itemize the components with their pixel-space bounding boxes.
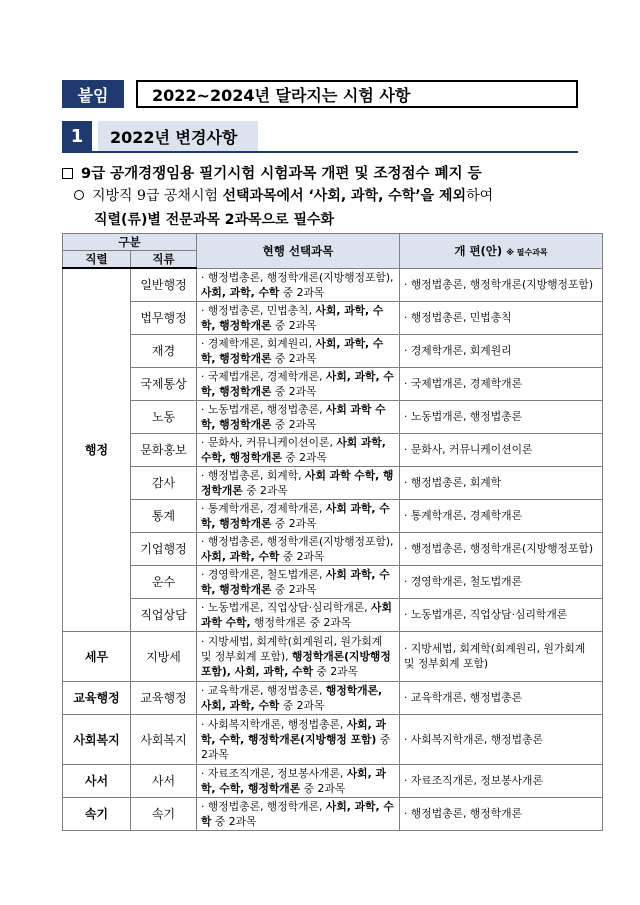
current-cur-c: 중 2과목 [312,664,358,678]
current-cur-b: 사회 과학, 수학, 행정학개론 [201,567,390,596]
cell-job: 운수 [131,565,197,598]
bullet-detail-line2: 직렬(류)별 전문과목 2과목으로 필수화 [94,212,335,228]
cell-revised-subjects: · 문화사, 커뮤니케이션이론 [400,433,603,466]
cell-job: 직업상담 [131,598,197,631]
current-cur-b: 사회, 과학, 수학, 행정학개론 [201,336,384,365]
cell-current-subjects [197,433,400,466]
cell-category: 교육행정 [63,681,131,714]
square-bullet-icon [62,168,73,179]
table-row [63,301,603,334]
cell-revised-subjects: · 국제법개론, 경제학개론 [400,367,603,400]
cell-revised-subjects: · 지방세법, 회계학(회계원리, 원가회계 및 정부회계 포함) [400,631,603,681]
cell-revised-subjects: · 행정법총론, 민법총칙 [400,301,603,334]
section-divider [62,151,578,153]
header-jiknyeol: 직렬 [63,251,131,269]
cell-revised-subjects: · 통계학개론, 경제학개론 [400,499,603,532]
header-jikryu: 직류 [131,251,197,269]
cell-job: 지방세 [131,631,197,681]
current-cur-a: · 행정법총론, 민법총칙, [201,303,316,317]
cell-revised-subjects: · 행정법총론, 행정학개론 [400,797,603,830]
table-row [63,268,603,301]
cell-revised-subjects: · 행정법총론, 행정학개론(지방행정포함) [400,532,603,565]
cell-current-subjects [197,400,400,433]
circle-bullet-icon [74,190,84,200]
cell-job: 국제통상 [131,367,197,400]
cell-job: 통계 [131,499,197,532]
table-row [63,367,603,400]
header-group: 구분 [63,234,197,251]
table-row [63,681,603,714]
current-cur-a: · 교육학개론, 행정법총론, [201,683,326,697]
bullet-heading [62,162,482,183]
table-row [63,532,603,565]
page-title: 2022~2024년 달라지는 시험 사항 [136,80,578,108]
section-number: 1 [62,121,92,151]
current-cur-b: 사회, 과학, 수학 [201,799,394,828]
bullet-detail-bold: 선택과목에서 ‘사회, 과학, 수학’을 제외 [222,188,467,204]
table-row [63,598,603,631]
current-cur-b: 행정학개론, 사회, 과학, 수학 [201,683,383,712]
cell-revised-subjects: · 행정법총론, 회계학 [400,466,603,499]
cell-job: 교육행정 [131,681,197,714]
cell-current-subjects [197,797,400,830]
cell-current-subjects [197,334,400,367]
attachment-tag: 붙임 [62,80,124,108]
current-cur-c: 중 2과목 [279,698,325,712]
current-cur-a: · 문화사, 커뮤니케이션이론, [201,435,337,449]
cell-current-subjects [197,565,400,598]
cell-category: 사회복지 [63,714,131,764]
current-cur-c: 중 2과목 [211,814,257,828]
table-row [63,714,603,764]
table-row [63,565,603,598]
cell-job: 감사 [131,466,197,499]
table-row [63,764,603,797]
current-cur-c: 중 2과목 [300,781,346,795]
current-cur-c: 중 2과목 [271,417,317,431]
cell-current-subjects [197,367,400,400]
current-cur-c: 행정학개론 중 2과목 [250,615,352,629]
exam-subject-table [62,233,603,831]
cell-current-subjects [197,764,400,797]
current-cur-c: 중 2과목 [279,549,325,563]
current-cur-b: 사회 과학 수학, 행정학개론 [201,402,386,431]
current-cur-a: · 자료조직개론, 정보봉사개론, [201,766,347,780]
current-cur-b: 사회 과학 수학, [201,600,392,629]
cell-job: 법무행정 [131,301,197,334]
current-cur-a: · 경영학개론, 철도법개론, [201,567,326,581]
current-cur-a: · 행정법총론, 회계학, [201,468,306,482]
current-cur-c: 중 2과목 [271,516,317,530]
current-cur-b: 사회 과학, 수학, 행정학개론 [201,501,390,530]
cell-revised-subjects: · 행정법총론, 행정학개론(지방행정포함) [400,268,603,301]
cell-current-subjects [197,714,400,764]
current-cur-a: · 노동법개론, 행정법총론, [201,402,326,416]
current-cur-a: · 노동법개론, 직업상담·심리학개론, [201,600,372,614]
bullet-heading-text: 9급 공개경쟁임용 필기시험 시험과목 개편 및 조정점수 폐지 등 [81,166,482,182]
cell-current-subjects [197,499,400,532]
current-cur-a: · 국제법개론, 경제학개론, [201,369,326,383]
cell-category: 속기 [63,797,131,830]
current-cur-a: · 행정법총론, 행정학개론(지방행정포함), [201,534,394,548]
current-cur-a: · 행정법총론, 행정학개론(지방행정포함), [201,270,394,284]
cell-current-subjects [197,681,400,714]
table-row [63,499,603,532]
current-cur-b: 사회, 과학, 수학, 행정학개론 [201,369,394,398]
header-revised-label: 개 편(안) [454,243,503,258]
current-cur-c: 중 2과목 [279,285,325,299]
cell-job: 문화홍보 [131,433,197,466]
current-cur-c: 중 2과목 [271,384,317,398]
current-cur-a: · 통계학개론, 경제학개론, [201,501,326,515]
cell-job: 사회복지 [131,714,197,764]
cell-revised-subjects: · 경영학개론, 철도법개론 [400,565,603,598]
cell-current-subjects [197,532,400,565]
current-cur-b: 사회 과학, 수학, 행정학개론 [201,435,386,464]
current-cur-b: 사회, 과학, 수학, 행정학개론 [201,303,384,332]
current-cur-b: 행정학개론(지방행정포함), 사회, 과학, 수학 [201,649,391,678]
cell-category: 세무 [63,631,131,681]
section-title: 2022년 변경사항 [98,121,258,151]
cell-current-subjects [197,631,400,681]
cell-job: 속기 [131,797,197,830]
table-row [63,433,603,466]
cell-job: 노동 [131,400,197,433]
cell-revised-subjects: · 자료조직개론, 정보봉사개론 [400,764,603,797]
current-cur-b: 사회, 과학, 수학, 행정학개론(지방행정 포함) [201,717,386,746]
cell-current-subjects [197,301,400,334]
header-revised [400,234,603,269]
current-cur-a: · 지방세법, 회계학(회계원리, 원가회계 및 정부회계 포함), [201,634,383,663]
cell-current-subjects [197,466,400,499]
cell-category: 사서 [63,764,131,797]
cell-current-subjects [197,268,400,301]
cell-revised-subjects: · 노동법개론, 직업상담·심리학개론 [400,598,603,631]
bullet-detail-part2: 하여 [466,188,494,204]
current-cur-c: 중 2과목 [201,732,391,761]
cell-job: 일반행정 [131,268,197,301]
table-row [63,400,603,433]
bullet-detail-part1: 지방직 9급 공채시험 [92,188,223,204]
cell-job: 재경 [131,334,197,367]
table-row [63,466,603,499]
cell-category: 행정 [63,268,131,631]
bullet-detail [74,184,493,232]
table-row [63,334,603,367]
current-cur-c: 중 2과목 [281,450,327,464]
current-cur-c: 중 2과목 [271,351,317,365]
current-cur-a: · 행정법총론, 행정학개론, [201,799,326,813]
cell-revised-subjects: · 노동법개론, 행정법총론 [400,400,603,433]
cell-current-subjects [197,598,400,631]
current-cur-a: · 사회복지학개론, 행정법총론, [201,717,347,731]
cell-revised-subjects: · 사회복지학개론, 행정법총론 [400,714,603,764]
current-cur-b: 사회 과학 수학, 행정학개론 [201,468,394,497]
cell-revised-subjects: · 교육학개론, 행정법총론 [400,681,603,714]
cell-job: 기업행정 [131,532,197,565]
table-row [63,631,603,681]
current-cur-b: 사회, 과학, 수학, 행정학개론 [201,766,386,795]
current-cur-c: 중 2과목 [242,483,288,497]
current-cur-b: 사회, 과학, 수학 [201,285,280,299]
current-cur-b: 사회, 과학, 수학 [201,549,280,563]
cell-revised-subjects: · 경제학개론, 회계원리 [400,334,603,367]
header-current: 현행 선택과목 [197,234,400,269]
table-row [63,797,603,830]
header-revised-note: ※ 필수과목 [506,247,548,257]
current-cur-c: 중 2과목 [271,318,317,332]
current-cur-c: 중 2과목 [271,582,317,596]
cell-job: 사서 [131,764,197,797]
current-cur-a: · 경제학개론, 회계원리, [201,336,316,350]
